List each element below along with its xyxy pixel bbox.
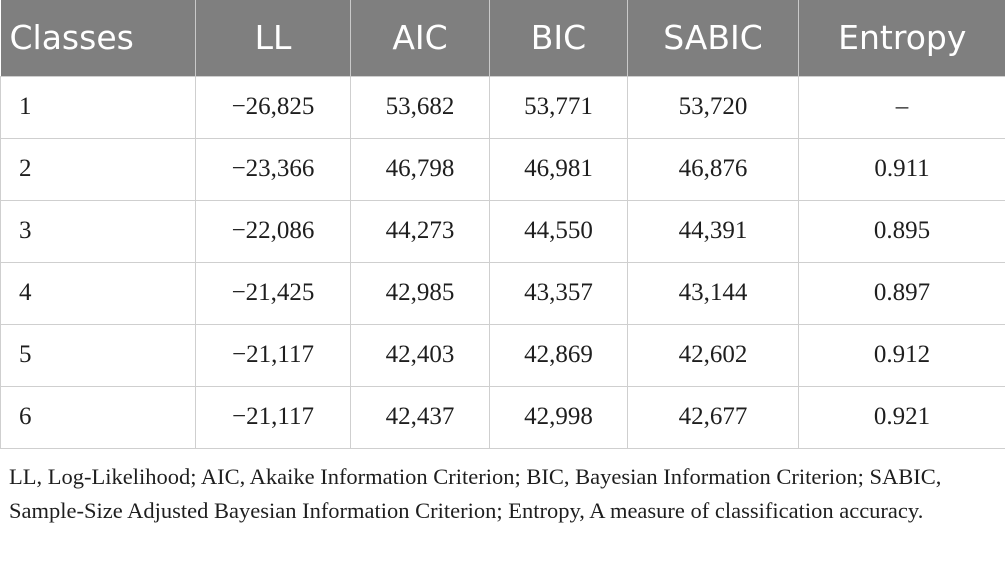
cell-classes: 4 <box>1 262 196 324</box>
cell-sabic: 43,144 <box>628 262 799 324</box>
cell-ll: −21,117 <box>196 324 351 386</box>
header-sabic: SABIC <box>628 0 799 76</box>
header-entropy: Entropy <box>799 0 1005 76</box>
cell-aic: 44,273 <box>351 200 490 262</box>
header-bic: BIC <box>490 0 628 76</box>
table-row <box>1 386 1005 448</box>
cell-bic: 43,357 <box>490 262 628 324</box>
cell-classes: 2 <box>1 138 196 200</box>
cell-sabic: 44,391 <box>628 200 799 262</box>
cell-sabic: 42,677 <box>628 386 799 448</box>
cell-sabic: 53,720 <box>628 76 799 138</box>
cell-aic: 42,403 <box>351 324 490 386</box>
table-row <box>1 324 1005 386</box>
cell-classes: 6 <box>1 386 196 448</box>
cell-classes: 3 <box>1 200 196 262</box>
table-row <box>1 76 1005 138</box>
table-row <box>1 200 1005 262</box>
cell-entropy: 0.912 <box>799 324 1005 386</box>
cell-classes: 5 <box>1 324 196 386</box>
cell-ll: −23,366 <box>196 138 351 200</box>
header-row <box>1 0 1005 76</box>
cell-ll: −21,425 <box>196 262 351 324</box>
cell-sabic: 42,602 <box>628 324 799 386</box>
cell-bic: 42,869 <box>490 324 628 386</box>
cell-entropy: 0.895 <box>799 200 1005 262</box>
cell-bic: 46,981 <box>490 138 628 200</box>
header-ll: LL <box>196 0 351 76</box>
header-aic: AIC <box>351 0 490 76</box>
cell-entropy: – <box>799 76 1005 138</box>
table-footnote: LL, Log-Likelihood; AIC, Akaike Information Criterion; BIC, Bayesian Information Criterion; SABIC, Sample-Size Adjusted Bayesian Information Criterion; Entropy, A measure of classification accuracy. <box>9 464 942 523</box>
cell-aic: 46,798 <box>351 138 490 200</box>
cell-classes: 1 <box>1 76 196 138</box>
cell-aic: 42,985 <box>351 262 490 324</box>
cell-ll: −26,825 <box>196 76 351 138</box>
table-row <box>1 138 1005 200</box>
cell-entropy: 0.911 <box>799 138 1005 200</box>
cell-aic: 53,682 <box>351 76 490 138</box>
cell-aic: 42,437 <box>351 386 490 448</box>
cell-bic: 53,771 <box>490 76 628 138</box>
cell-ll: −21,117 <box>196 386 351 448</box>
cell-bic: 44,550 <box>490 200 628 262</box>
cell-entropy: 0.921 <box>799 386 1005 448</box>
cell-bic: 42,998 <box>490 386 628 448</box>
cell-sabic: 46,876 <box>628 138 799 200</box>
header-classes: Classes <box>1 0 196 76</box>
cell-ll: −22,086 <box>196 200 351 262</box>
cell-entropy: 0.897 <box>799 262 1005 324</box>
table-row <box>1 262 1005 324</box>
